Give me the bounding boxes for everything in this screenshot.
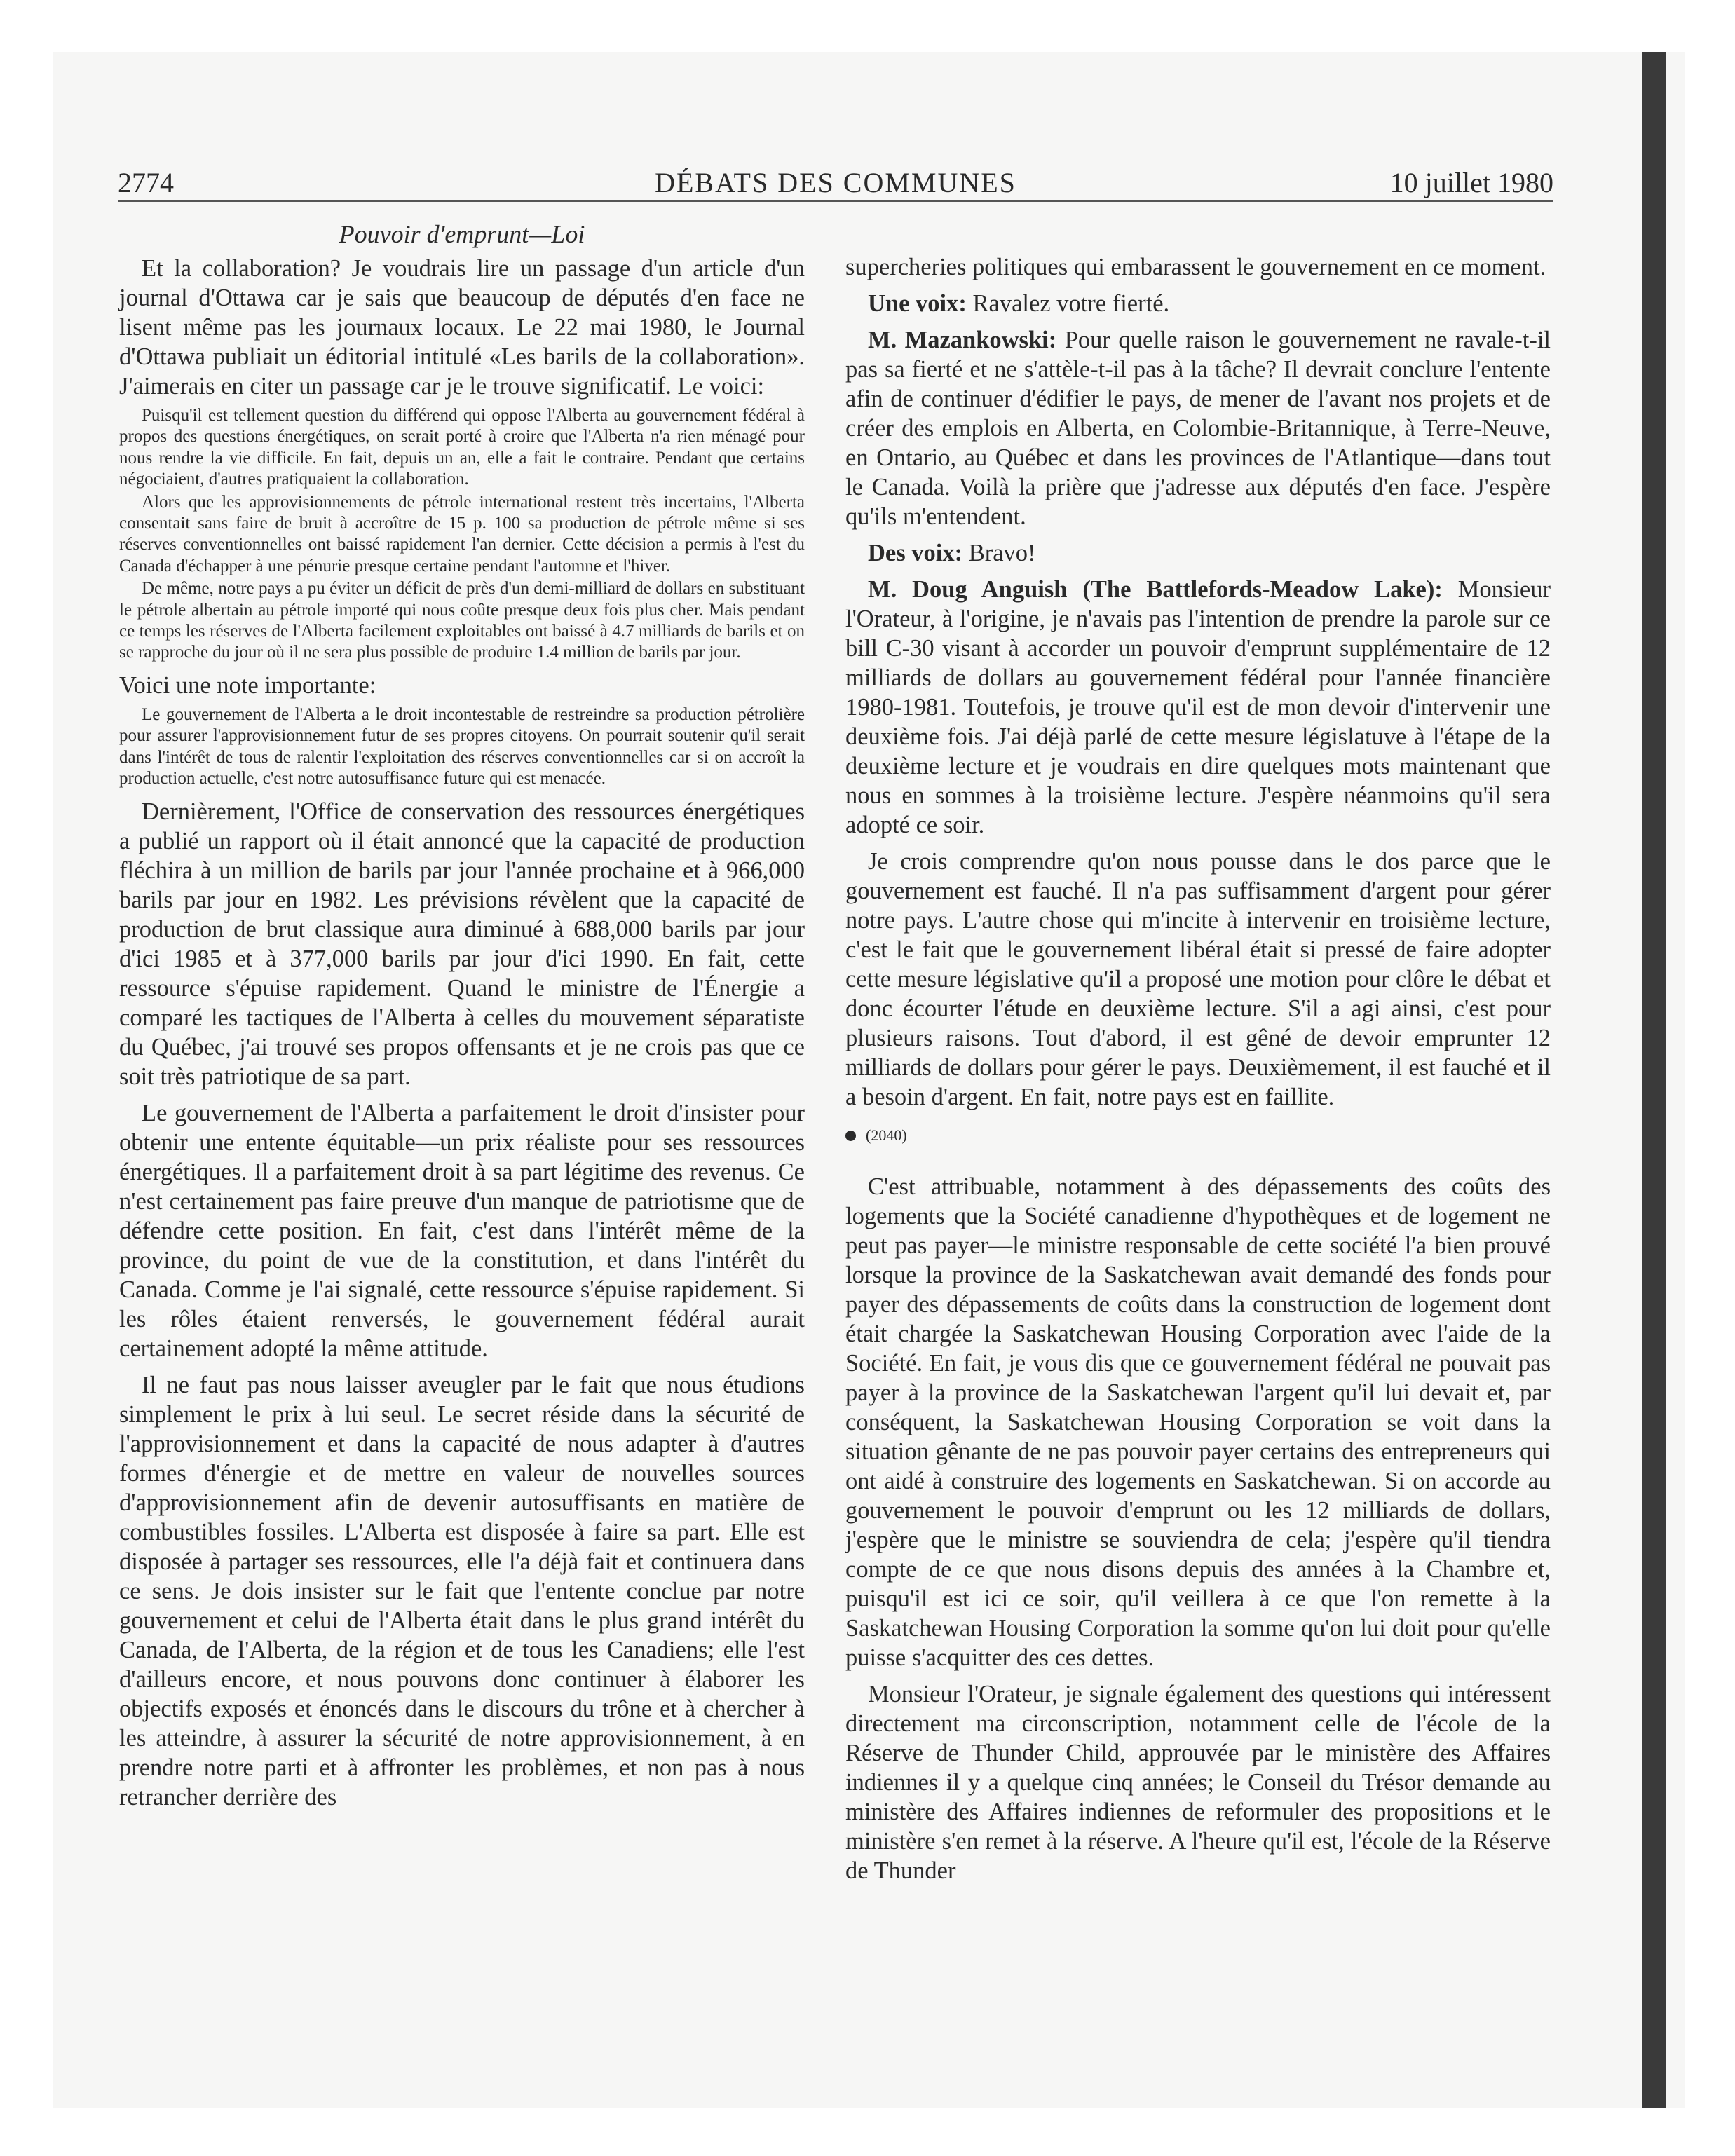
paragraph: Il ne faut pas nous laisser aveugler par le fait que nous étudions simplement le prix à lui seul. Le secret réside dans la sécurité de l'approvisionnement et dans la capacité de nous adapter à d'autres formes d'énergie et de mettre en valeur de nouvelles sources d'approvisionnement afin de devenir autosuffisants en matière de combustibles fossiles. L'Alberta est disposée à faire sa part. Elle est disposée à partager ses ressources, elle l'a déjà fait et continuera dans ce sens. Je dois insister sur le fait que l'entente conclue par notre gouvernement et celui de l'Alberta était dans le plus grand intérêt du Canada, de l'Alberta, de la région et de tous les Canadiens; elle l'est d'ailleurs encore, et nous pouvons donc continuer à élaborer les objectifs exposés et énoncés dans le discours du trône et à chercher à les atteindre, à assurer la sécurité de notre approvisionnement, à en prendre notre parti et à affronter les problèmes, et non pas à nous retrancher derrière des (119, 1371, 805, 1810)
paragraph: C'est attribuable, notamment à des dépassements des coûts des logements que la Société canadienne d'hypothèques et de logement ne peut pas payer—le ministre responsable de cette société l'a bien prouvé lorsque la province de la Saskatchewan avait demandé des fonds pour payer des dépassements de coûts dans la construction de logement dont était chargée la Saskatchewan Housing Corporation avec l'aide de la Société. En fait, je vous dis que ce gouvernement fédéral ne pouvait pas payer à la province de la Saskatchewan l'argent qu'il lui devait et, par conséquent, la Saskatchewan Housing Corporation se voit dans la situation gênante de ne pas pouvoir payer certains des entrepreneurs qui ont aidé à construire des logements en Saskatchewan. Si on accorde au gouvernement le pouvoir d'emprunt ou les 12 milliards de dollars, j'espère que le ministre se souviendra de cela; j'espère qu'il tiendra compte de ce que nous disons depuis des années à la Chambre et, puisqu'il est ici ce soir, qu'il veillera à ce que l'on remette à la Saskatchewan Housing Corporation la somme qu'on lui doit pour qu'elle puisse s'acquitter des ces dettes. (845, 1173, 1551, 1671)
note-lead: Voici une note importante: (119, 671, 376, 699)
running-header (118, 165, 1553, 200)
quote-paragraph: De même, notre pays a pu éviter un déficit de près d'un demi-milliard de dollars en substituant le pétrole albertain au pétrole importé qui nous coûte presque deux fois plus cher. Mais pendant ce temps les réserves de l'Alberta facilement exploitables ont baissé à 4.7 milliards de barils et on se rapproche du jour où il ne sera plus possible de produire 1.4 million de barils par jour. (119, 579, 805, 662)
block-quote (119, 405, 805, 664)
header-rule (118, 200, 1553, 202)
speech (845, 289, 1551, 318)
paragraph: supercheries politiques qui embarassent le gouvernement en ce moment. (845, 254, 1546, 280)
speech (845, 575, 1551, 840)
section-title: Pouvoir d'emprunt—Loi (339, 220, 585, 248)
speech (845, 538, 1551, 568)
header-date: 10 juillet 1980 (1389, 167, 1553, 198)
block-quote (119, 704, 805, 790)
left-column (119, 219, 805, 1812)
speech-text: Ravalez votre fierté. (966, 290, 1170, 317)
quote-paragraph: Le gouvernement de l'Alberta a le droit incontestable de restreindre sa production pétrolière pour assurer l'approvisionnement futur de ses propres citoyens. On pourrait soutenir qu'il serait dans l'intérêt de tous de ralentir l'exploitation des réserves conventionnelles car si on accroît la production actuelle, c'est notre autosuffisance future qui est menacée. (119, 704, 805, 789)
page-number: 2774 (118, 167, 174, 198)
time-stamp-text: (2040) (866, 1126, 907, 1144)
paragraph: Je crois comprendre qu'on nous pousse dans le dos parce que le gouvernement est fauché. Il n'a pas suffisamment d'argent pour gérer notre pays. L'autre chose qui m'incite à intervenir en troisième lecture, c'est le fait que le gouvernement libéral était si pressé de faire adopter cette mesure législative qu'il a proposé une motion pour clôre le débat et donc écourter l'étude en deuxième lecture. S'il a agi ainsi, c'est pour plusieurs raisons. Tout d'abord, il est gêné de devoir emprunter 12 milliards de dollars pour gérer le pays. Deuxièmement, il est fauché et il a besoin d'argent. En fait, notre pays est en faillite. (845, 848, 1551, 1110)
time-stamp (845, 1121, 1551, 1149)
scan-edge-shadow (1642, 52, 1666, 2108)
speaker-name: Une voix: (868, 290, 967, 317)
paragraph: Monsieur l'Orateur, je signale également des questions qui intéressent directement ma circonscription, notamment celle de l'école de la Réserve de Thunder Child, approuvée par le ministère des Affaires indiennes il y a quelque cinq années; le Conseil du Trésor demande au ministère des Affaires indiennes de reformuler des propositions et le ministère s'en remet à la réserve. A l'heure qu'il est, l'école de la Réserve de Thunder (845, 1681, 1551, 1884)
speaker-name: Des voix: (868, 540, 963, 566)
paragraph: Et la collaboration? Je voudrais lire un passage d'un article d'un journal d'Ottawa car je sais que beaucoup de députés d'en face ne lisent même pas les journaux locaux. Le 22 mai 1980, le Journal d'Ottawa publiait un éditorial intitulé «Les barils de la collaboration». J'aimerais en citer un passage car je le trouve significatif. Le voici: (119, 255, 805, 400)
speaker-name: M. Mazankowski: (868, 327, 1057, 353)
speech-text: Bravo! (962, 540, 1036, 566)
paragraph: Le gouvernement de l'Alberta a parfaitement le droit d'insister pour obtenir une entente équitable—un prix réaliste pour ses ressources énergétiques. Il a parfaitement droit à sa part légitime des revenus. Ce n'est certainement pas faire preuve d'un manque de patriotisme que de défendre cette position. En fait, c'est dans l'intérêt même de la province, du point de vue de la constitution, et dans l'intérêt du Canada. Comme je l'ai signalé, cette ressource s'épuise rapidement. Si les rôles étaient renversés, le gouvernement fédéral aurait certainement adopté la même attitude. (119, 1099, 805, 1362)
paragraph: Dernièrement, l'Office de conservation des ressources énergétiques a publié un rapport où il était annoncé que la capacité de production fléchira à un million de barils par jour l'année prochaine et à 966,000 barils par jour en 1982. Les prévisions révèlent que la capacité de production de brut classique aura diminué à 688,000 barils par jour d'ici 1985 et à 377,000 barils par jour d'ici 1990. En fait, cette ressource s'épuise rapidement. Quand le ministre de l'Énergie a comparé les tactiques de l'Alberta à celles du mouvement séparatiste du Québec, j'ai trouvé ses propos offensants et je ne crois pas que ce soit très patriotique de sa part. (119, 798, 805, 1090)
quote-paragraph: Alors que les approvisionnements de pétrole international restent très incertains, l'Alberta consentait sans faire de bruit à accroître de 15 p. 100 sa production de pétrole même si ses réserves conventionnelles ont baissé rapidement l'an dernier. Cette décision a permis à l'est du Canada d'échapper à une pénurie presque certaine pendant l'automne et l'hiver. (119, 492, 805, 575)
right-column (845, 252, 1551, 1885)
speech-text: Pour quelle raison le gouvernement ne ravale-t-il pas sa fierté et ne s'attèle-t-il pas à la tâche? Il devrait conclure l'entente afin de continuer d'édifier le pays, de mener de l'avant nos projets et de créer des emplois en Alberta, en Colombie-Britannique, à Terre-Neuve, en Ontario, au Québec et dans les provinces de l'Atlantique—dans tout le Canada. Voilà la prière que j'adresse aux députés d'en face. J'espère qu'ils m'entendent. (845, 327, 1551, 530)
quote-paragraph: Puisqu'il est tellement question du différend qui oppose l'Alberta au gouvernement fédéral à propos des questions énergétiques, on serait porté à croire que l'Alberta n'a rien ménagé pour nous rendre la vie difficile. En fait, depuis un an, elle a fait le contraire. Pendant que certains négociaient, d'autres pratiquaient la collaboration. (119, 406, 805, 489)
journal-title: DÉBATS DES COMMUNES (655, 167, 1016, 198)
speech (845, 325, 1551, 531)
bullet-icon (845, 1131, 856, 1141)
speaker-name: M. Doug Anguish (The Battlefords-Meadow Lake): (868, 576, 1443, 603)
speech-text: Monsieur l'Orateur, à l'origine, je n'avais pas l'intention de prendre la parole sur ce bill C-30 visant à accorder un pouvoir d'emprunt supplémentaire de 12 milliards de dollars au gouvernement fédéral pour l'année financière 1980-1981. Toutefois, je trouve qu'il est de mon devoir d'intervenir une deuxième fois. J'ai déjà parlé de cette mesure législatuve à l'étape de la deuxième lecture et je voudrais en dire quelques mots maintenant que nous en sommes à la troisième lecture. J'espère néanmoins qu'il sera adopté ce soir. (845, 576, 1551, 838)
